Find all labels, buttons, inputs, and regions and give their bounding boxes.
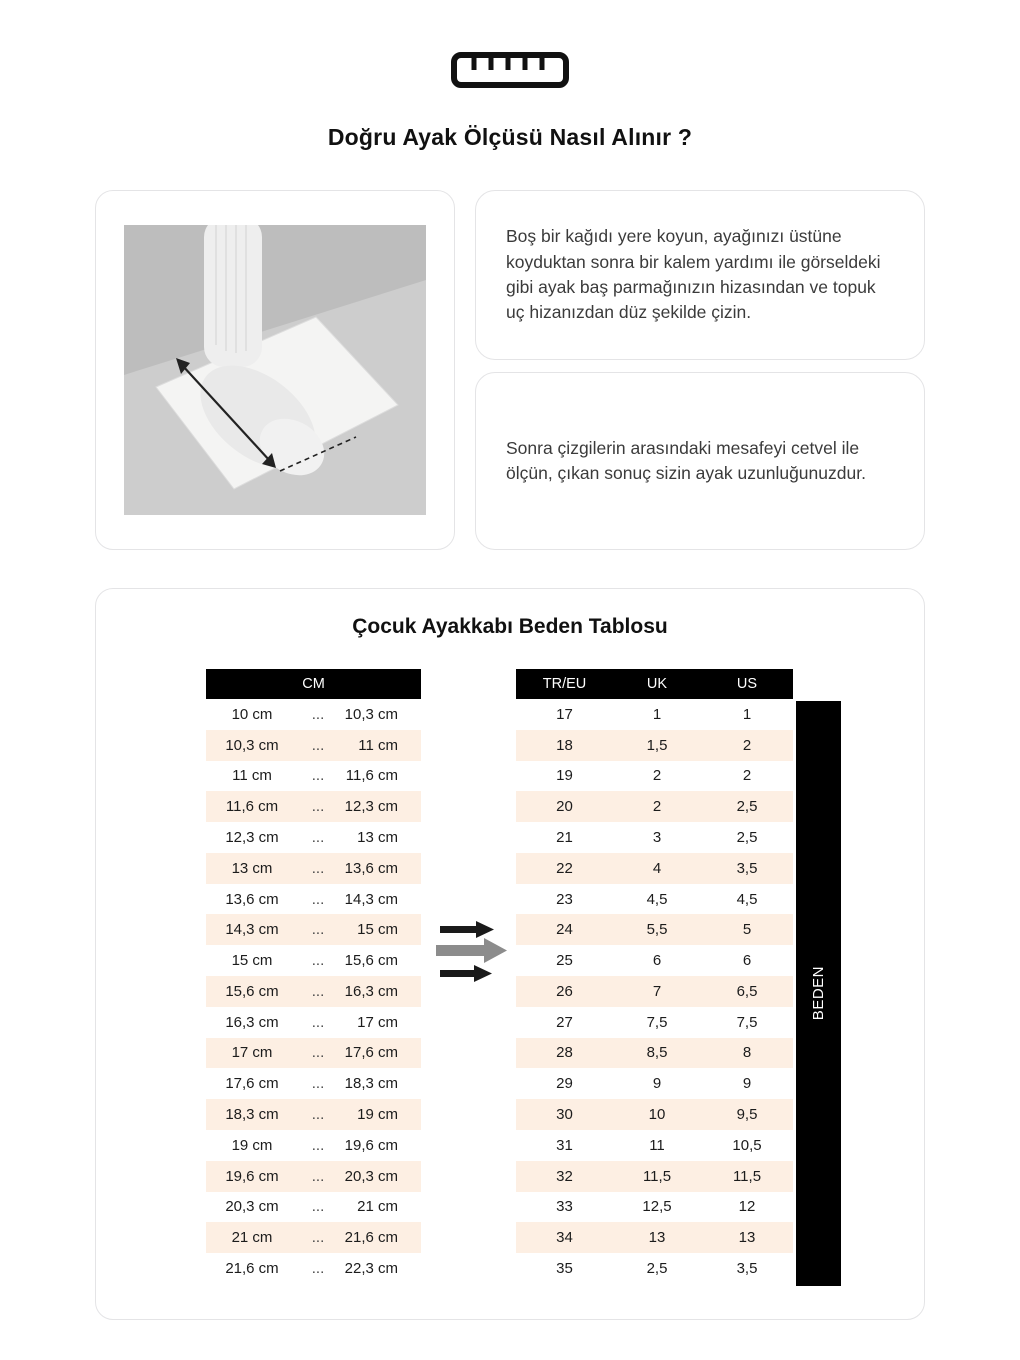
cm-to-value: 19,6 cm — [344, 1136, 398, 1154]
cm-to-value: 12,3 cm — [344, 798, 398, 816]
cm-to-value: 17,6 cm — [344, 1044, 398, 1062]
us-size-value: 9,5 — [736, 1106, 758, 1124]
uk-size-value: 2 — [652, 798, 662, 816]
range-separator: ... — [311, 1075, 325, 1093]
range-separator: ... — [311, 921, 325, 939]
uk-size-value: 5,5 — [646, 921, 668, 939]
range-separator: ... — [311, 1167, 325, 1185]
instruction-card-2 — [475, 372, 925, 550]
eu-size-value: 23 — [556, 890, 573, 908]
us-size-value: 1 — [742, 705, 752, 723]
instruction-text-2: Sonra çizgilerin arasındaki mesafeyi cetvel ile ölçün, çıkan sonuç sizin ayak uzunluğunuzdur. — [506, 437, 866, 483]
size-table-row — [516, 914, 793, 945]
beden-label-bar — [796, 701, 841, 1286]
range-separator: ... — [311, 890, 325, 908]
uk-size-value: 4 — [652, 859, 662, 877]
cm-from-value: 15,6 cm — [225, 982, 279, 1000]
us-size-value: 11,5 — [732, 1167, 762, 1185]
range-separator: ... — [311, 952, 325, 970]
uk-size-value: 11,5 — [642, 1167, 672, 1185]
cm-table-row — [206, 730, 421, 761]
cm-to-value: 21,6 cm — [344, 1229, 398, 1247]
cm-table-row — [206, 699, 421, 730]
eu-size-value: 18 — [556, 736, 573, 754]
cm-from-value: 20,3 cm — [225, 1198, 279, 1216]
range-separator: ... — [311, 829, 325, 847]
eu-size-value: 24 — [556, 921, 573, 939]
us-size-value: 2,5 — [736, 798, 758, 816]
size-table-row — [516, 1068, 793, 1099]
eu-size-value: 26 — [556, 982, 573, 1000]
size-table-row — [516, 884, 793, 915]
uk-size-value: 7,5 — [646, 1013, 668, 1031]
us-size-value: 2 — [742, 736, 752, 754]
cm-from-value: 14,3 cm — [225, 921, 279, 939]
size-table-header — [516, 669, 793, 699]
range-separator: ... — [311, 1044, 325, 1062]
cm-to-value: 11,6 cm — [345, 767, 398, 785]
cm-table-row — [206, 1130, 421, 1161]
cm-from-value: 13,6 cm — [225, 890, 279, 908]
us-size-value: 2 — [742, 767, 752, 785]
eu-size-value: 35 — [556, 1259, 573, 1277]
cm-table-row — [206, 1253, 421, 1284]
eu-size-value: 22 — [556, 859, 573, 877]
us-size-value: 2,5 — [736, 829, 758, 847]
cm-table-row — [206, 1007, 421, 1038]
range-separator: ... — [311, 798, 325, 816]
cm-table-body — [206, 699, 421, 1284]
uk-size-value: 13 — [648, 1229, 666, 1247]
uk-size-value: 2 — [652, 767, 662, 785]
page-title: Doğru Ayak Ölçüsü Nasıl Alınır ? — [327, 124, 693, 150]
transfer-arrows-icon — [436, 921, 511, 987]
size-table-row — [516, 1007, 793, 1038]
size-table-row — [516, 791, 793, 822]
cm-to-value: 18,3 cm — [344, 1075, 398, 1093]
eu-size-value: 33 — [556, 1198, 573, 1216]
cm-to-value: 13,6 cm — [344, 859, 398, 877]
range-separator: ... — [311, 982, 325, 1000]
cm-table-row — [206, 853, 421, 884]
uk-size-value: 6 — [652, 952, 662, 970]
eu-size-value: 21 — [556, 829, 573, 847]
eu-size-value: 25 — [556, 952, 573, 970]
cm-to-value: 10,3 cm — [344, 705, 398, 723]
size-table-row — [516, 1130, 793, 1161]
us-size-value: 3,5 — [736, 859, 758, 877]
cm-to-value: 13 cm — [357, 829, 398, 847]
size-table-row — [516, 699, 793, 730]
range-separator: ... — [311, 705, 325, 723]
uk-size-value: 4,5 — [646, 890, 668, 908]
range-separator: ... — [311, 1229, 325, 1247]
cm-from-value: 13 cm — [231, 859, 273, 877]
cm-to-value: 17 cm — [357, 1013, 398, 1031]
uk-size-value: 1,5 — [646, 736, 668, 754]
uk-size-value: 3 — [652, 829, 662, 847]
cm-table-row — [206, 884, 421, 915]
cm-to-value: 11 cm — [358, 736, 398, 754]
cm-to-value: 20,3 cm — [344, 1167, 398, 1185]
cm-table-row — [206, 1038, 421, 1069]
uk-size-value: 1 — [652, 705, 662, 723]
us-size-value: 9 — [742, 1075, 752, 1093]
cm-from-value: 18,3 cm — [225, 1106, 279, 1124]
cm-table-row — [206, 1099, 421, 1130]
cm-from-value: 19,6 cm — [225, 1167, 279, 1185]
cm-to-value: 14,3 cm — [344, 890, 398, 908]
instruction-text-1: Boş bir kağıdı yere koyun, ayağınızı üstüne koyduktan sonra bir kalem yardımı ile görseldeki gibi ayak baş parmağınızın hizasından ve topuk uç hizanızdan düz şekilde çizin. — [506, 226, 881, 323]
size-table-row — [516, 1161, 793, 1192]
size-table-row — [516, 822, 793, 853]
range-separator: ... — [311, 1106, 325, 1124]
eu-size-value: 29 — [556, 1075, 573, 1093]
size-table-row — [516, 761, 793, 792]
size-table-row — [516, 1192, 793, 1223]
us-size-value: 5 — [742, 921, 752, 939]
column-header-uk: UK — [646, 676, 668, 692]
cm-table-header: CM — [206, 669, 421, 699]
measurement-photo-card — [95, 190, 455, 550]
cm-to-value: 15 cm — [357, 921, 398, 939]
size-table-card — [95, 588, 925, 1320]
cm-from-value: 17 cm — [231, 1044, 273, 1062]
cm-table-row — [206, 976, 421, 1007]
size-table-row — [516, 730, 793, 761]
size-table-row — [516, 1253, 793, 1284]
range-separator: ... — [311, 859, 325, 877]
size-table-body — [516, 699, 793, 1284]
range-separator: ... — [311, 1259, 325, 1277]
range-separator: ... — [311, 1013, 325, 1031]
column-header-eu: TR/EU — [542, 676, 587, 692]
cm-to-value: 16,3 cm — [344, 982, 398, 1000]
cm-to-value: 15,6 cm — [344, 952, 398, 970]
cm-from-value: 21,6 cm — [225, 1259, 279, 1277]
range-separator: ... — [311, 767, 325, 785]
cm-table-row — [206, 945, 421, 976]
beden-label: BEDEN — [810, 966, 827, 1021]
instruction-card-1 — [475, 190, 925, 360]
cm-to-value: 19 cm — [357, 1106, 398, 1124]
table-title: Çocuk Ayakkabı Beden Tablosu — [352, 615, 668, 638]
uk-size-value: 10 — [648, 1106, 666, 1124]
cm-from-value: 12,3 cm — [225, 829, 279, 847]
range-separator: ... — [311, 736, 325, 754]
eu-size-value: 32 — [556, 1167, 573, 1185]
eu-size-value: 20 — [556, 798, 573, 816]
size-table-row — [516, 1222, 793, 1253]
cm-from-value: 17,6 cm — [225, 1075, 279, 1093]
cm-table-row — [206, 1068, 421, 1099]
cm-to-value: 21 cm — [357, 1198, 398, 1216]
cm-from-value: 15 cm — [231, 952, 273, 970]
cm-table-row — [206, 822, 421, 853]
us-size-value: 13 — [738, 1229, 756, 1247]
us-size-value: 6 — [742, 952, 752, 970]
uk-size-value: 12,5 — [642, 1198, 672, 1216]
range-separator: ... — [311, 1198, 325, 1216]
cm-table-row — [206, 1192, 421, 1223]
size-conversion-table — [516, 669, 793, 1284]
us-size-value: 7,5 — [736, 1013, 758, 1031]
cm-to-value: 22,3 cm — [344, 1259, 398, 1277]
us-size-value: 3,5 — [736, 1259, 758, 1277]
cm-table-row — [206, 761, 421, 792]
uk-size-value: 11 — [649, 1136, 665, 1154]
size-table-row — [516, 1038, 793, 1069]
uk-size-value: 7 — [652, 982, 662, 1000]
cm-from-value: 11 cm — [232, 767, 272, 785]
eu-size-value: 27 — [556, 1013, 573, 1031]
eu-size-value: 34 — [556, 1229, 573, 1247]
us-size-value: 8 — [742, 1044, 752, 1062]
cm-from-value: 19 cm — [231, 1136, 273, 1154]
cm-table-row — [206, 791, 421, 822]
range-separator: ... — [311, 1136, 325, 1154]
size-table-row — [516, 945, 793, 976]
eu-size-value: 17 — [556, 705, 573, 723]
cm-table-row — [206, 914, 421, 945]
us-size-value: 12 — [738, 1198, 756, 1216]
cm-from-value: 11,6 cm — [225, 798, 279, 816]
cm-from-value: 10,3 cm — [225, 736, 279, 754]
eu-size-value: 19 — [556, 767, 573, 785]
eu-size-value: 30 — [556, 1106, 573, 1124]
uk-size-value: 2,5 — [646, 1259, 668, 1277]
column-header-us: US — [736, 676, 758, 692]
us-size-value: 6,5 — [736, 982, 758, 1000]
uk-size-value: 8,5 — [646, 1044, 668, 1062]
size-table-row — [516, 853, 793, 884]
cm-from-value: 16,3 cm — [225, 1013, 279, 1031]
cm-table-row — [206, 1161, 421, 1192]
cm-table-row — [206, 1222, 421, 1253]
us-size-value: 10,5 — [732, 1136, 762, 1154]
size-table-row — [516, 1099, 793, 1130]
ruler-icon — [0, 50, 1020, 90]
size-table-row — [516, 976, 793, 1007]
uk-size-value: 9 — [652, 1075, 662, 1093]
cm-from-value: 21 cm — [231, 1229, 273, 1247]
eu-size-value: 31 — [556, 1136, 573, 1154]
cm-from-value: 10 cm — [231, 705, 273, 723]
eu-size-value: 28 — [556, 1044, 573, 1062]
cm-table — [206, 669, 421, 1284]
us-size-value: 4,5 — [736, 890, 758, 908]
foot-measurement-image — [124, 225, 426, 515]
